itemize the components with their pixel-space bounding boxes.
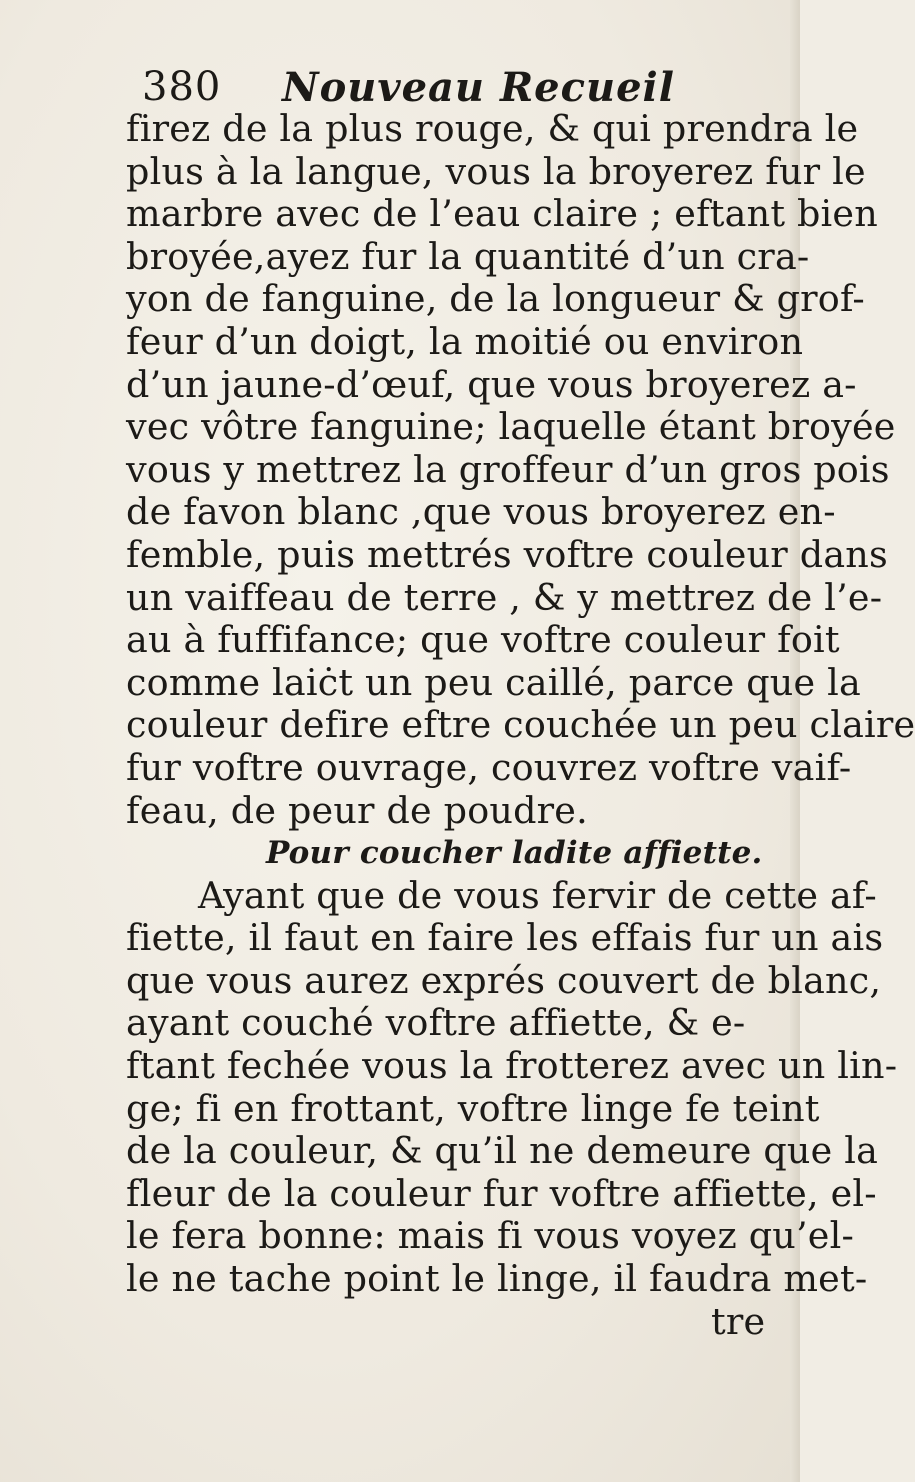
text-line: fleur de la couleur fur voftre affiette, el- xyxy=(126,1171,877,1215)
text-line: ftant fechée vous la frotterez avec un lin- xyxy=(126,1044,898,1088)
text-line: ayant couché voftre affiette, & e- xyxy=(126,1001,746,1045)
text-line: que vous aurez exprés couvert de blanc, xyxy=(126,958,882,1002)
text-line: marbre avec de l’eau claire ; eftant bien xyxy=(126,192,878,236)
text-line: fur voftre ouvrage, couvrez voftre vaif- xyxy=(126,745,852,789)
text-line: broyée,ayez fur la quantité d’un cra- xyxy=(126,234,810,278)
section-subheading: Pour coucher ladite affiette. xyxy=(266,835,763,872)
text-line: de la couleur, & qu’il ne demeure que la xyxy=(126,1129,879,1173)
body-text xyxy=(126,107,915,1343)
text-line: Ayant que de vous fervir de cette af- xyxy=(198,873,877,917)
running-title: Nouveau Recueil xyxy=(282,64,675,111)
text-line: le fera bonne: mais fi vous voyez qu’el- xyxy=(126,1214,854,1258)
text-line: femble, puis mettrés voftre couleur dans xyxy=(126,532,888,576)
text-line: vec vôtre fanguine; laquelle étant broyée xyxy=(126,405,896,449)
text-line: de favon blanc ,que vous broyerez en- xyxy=(126,490,836,534)
text-line: le ne tache point le linge, il faudra met- xyxy=(126,1257,868,1301)
text-line: au à fuffifance; que voftre couleur foit xyxy=(126,618,840,662)
text-line: feur d’un doigt, la moitié ou environ xyxy=(126,319,804,363)
catchword: tre xyxy=(711,1299,766,1343)
text-line: ge; fi en frottant, voftre linge fe teint xyxy=(126,1086,820,1130)
text-line: vous y mettrez la groffeur d’un gros pois xyxy=(126,447,890,491)
text-line: yon de fanguine, de la longueur & grof- xyxy=(126,277,865,321)
text-line: d’un jaune-d’œuf, que vous broyerez a- xyxy=(126,362,857,406)
text-line: fiette, il faut en faire les effais fur un ais xyxy=(126,916,884,960)
text-line: comme laiċt un peu caillé, parce que la xyxy=(126,660,861,704)
text-line: un vaiffeau de terre , & y mettrez de l’e- xyxy=(126,575,883,619)
text-line: couleur defire eftre couchée un peu claire xyxy=(126,703,915,747)
text-line: plus à la langue, vous la broyerez fur le xyxy=(126,149,866,193)
text-line: firez de la plus rouge, & qui prendra le xyxy=(126,107,859,150)
page-number: 380 xyxy=(142,64,222,110)
text-line: feau, de peur de poudre. xyxy=(126,788,588,832)
